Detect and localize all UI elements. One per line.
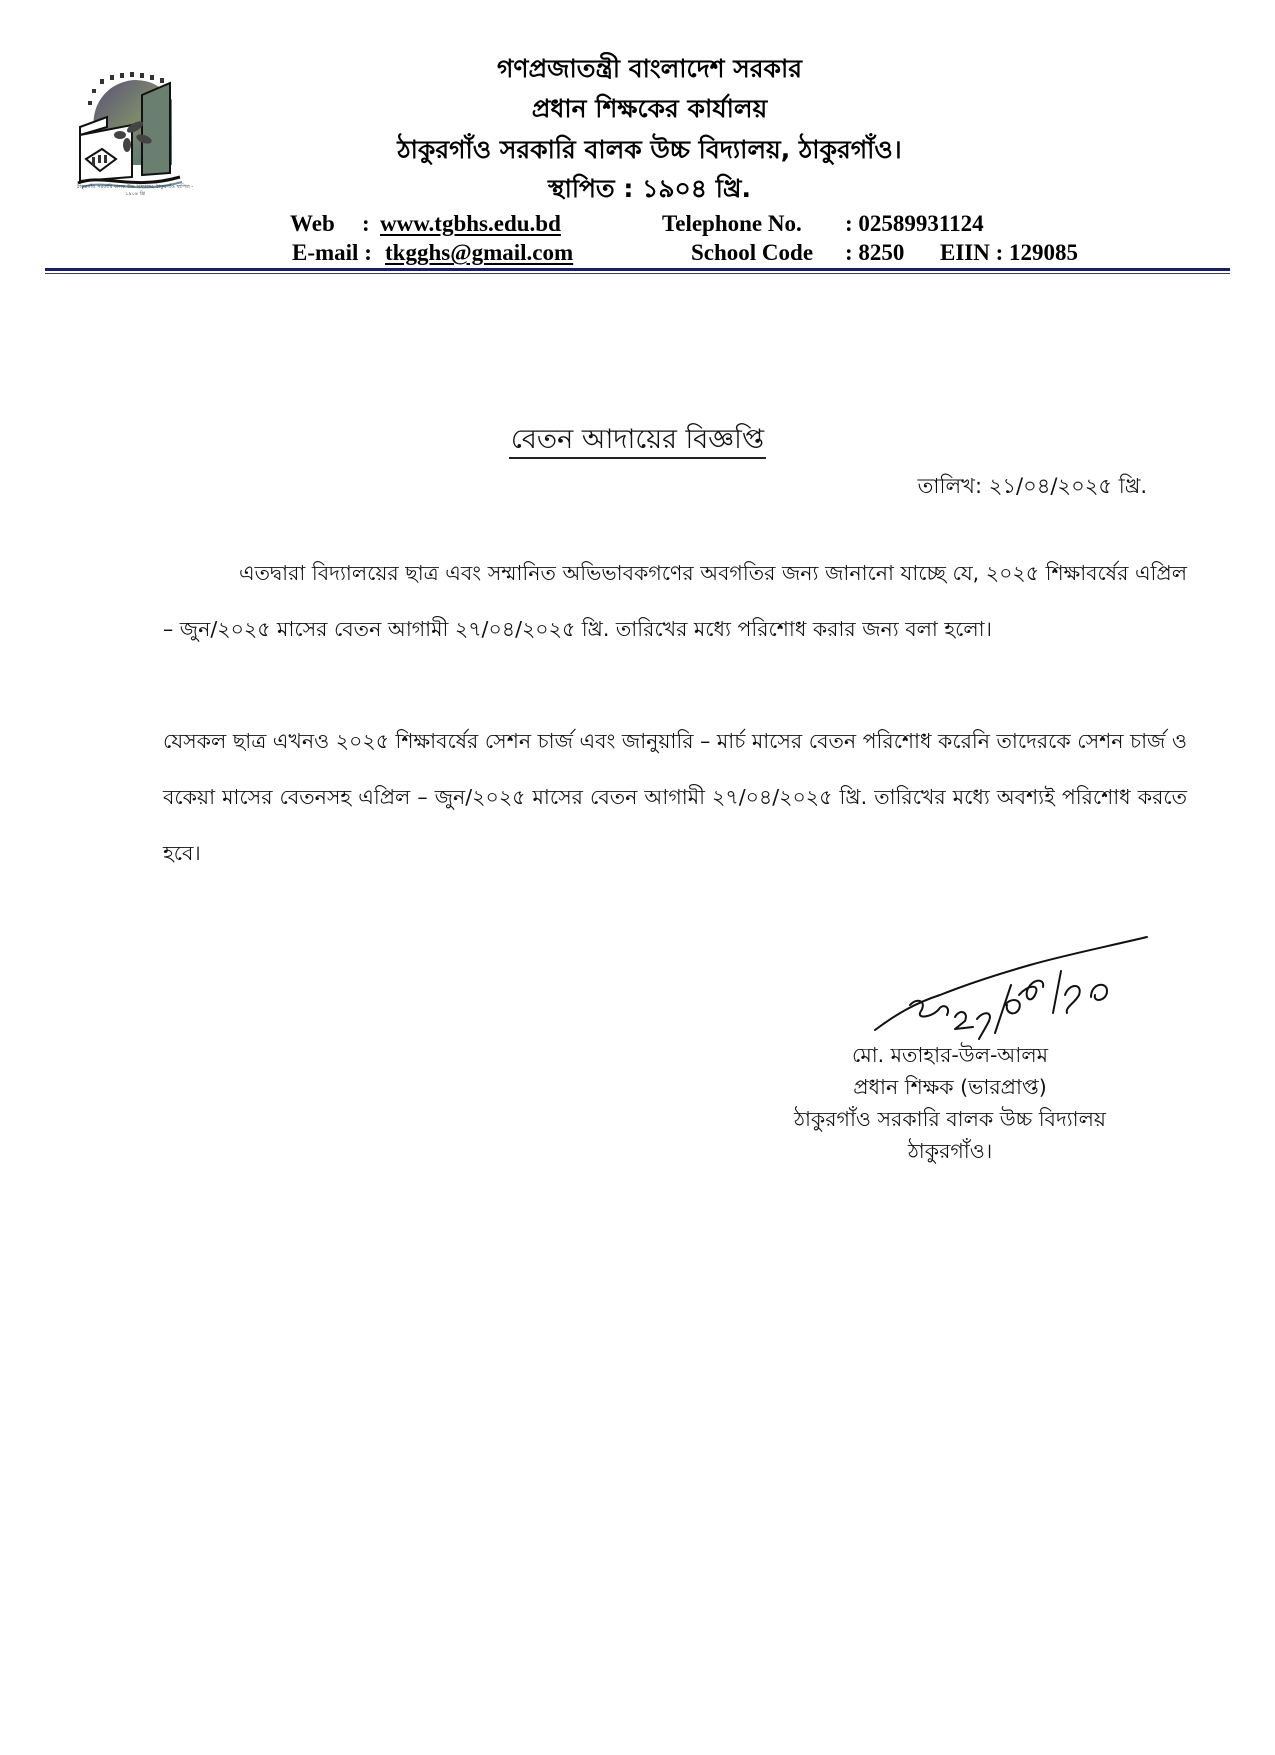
email-link-text[interactable]: tkgghs@gmail.com	[385, 240, 574, 265]
signatory-name: মো. মতাহার-উল-আলম	[852, 1043, 1048, 1067]
telephone-value: : 02589931124	[845, 211, 984, 236]
notice-title-text: বেতন আদায়ের বিজ্ঞপ্তি	[509, 424, 766, 459]
signatory-city: ঠাকুরগাঁও।	[907, 1139, 993, 1163]
web-label: Web	[290, 211, 335, 236]
notice-date: তালিখ: ২১/০৪/২০২৫ খ্রি.	[917, 474, 1147, 498]
website-link[interactable]	[380, 211, 561, 237]
telephone-label: Telephone No.	[662, 211, 802, 236]
web-colon: :	[362, 211, 370, 236]
email-label: E-mail :	[292, 240, 372, 265]
email-link[interactable]	[385, 240, 573, 266]
notice-paragraph: যেসকল ছাত্র এখনও ২০২৫ শিক্ষাবর্ষের সেশন চার্জ এবং জানুয়ারি – মার্চ মাসের বেতন পরিশোধ করেনি তাদেরকে সেশন চার্জ ও বকেয়া মাসের বেতনসহ এপ্রিল – জুন/২০২৫ মাসের বেতন আগামী ২৭/০৪/২০২৫ খ্রি. তারিখের মধ্যে অবশ্যই পরিশোধ করতে হবে।	[163, 729, 1187, 865]
header-divider-thin	[45, 273, 1230, 274]
eiin-value: EIIN : 129085	[940, 240, 1079, 265]
logo-caption: ঠাকুরগাঁও সরকারি বালক উচ্চ বিদ্যালয়, ঠাকুরগাঁও স্থাপিত - ১৯০৪ খ্রি	[76, 184, 194, 197]
notice-title	[0, 420, 1275, 460]
signatory-school: ঠাকুরগাঁও সরকারি বালক উচ্চ বিদ্যালয়	[794, 1107, 1106, 1131]
government-heading: গণপ্রজাতন্ত্রী বাংলাদেশ সরকার	[497, 54, 802, 83]
handwritten-signature-icon	[855, 925, 1155, 1045]
established-line: স্থাপিত : ১৯০৪ খ্রি.	[548, 174, 751, 203]
school-code-label: School Code	[691, 240, 814, 265]
school-name-heading: ঠাকুরগাঁও সরকারি বালক উচ্চ বিদ্যালয়, ঠাকুরগাঁও।	[397, 135, 902, 164]
office-heading: প্রধান শিক্ষকের কার্যালয়	[531, 94, 768, 123]
signatory-designation: প্রধান শিক্ষক (ভারপ্রাপ্ত)	[853, 1075, 1047, 1099]
website-link-text[interactable]: www.tgbhs.edu.bd	[380, 211, 561, 236]
notice-paragraph: এতদ্বারা বিদ্যালয়ের ছাত্র এবং সম্মানিত অভিভাবকগণের অবগতির জন্য জানানো যাচ্ছে যে, ২০২৫ শিক্ষাবর্ষের এপ্রিল – জুন/২০২৫ মাসের বেতন আগামী ২৭/০৪/২০২৫ খ্রি. তারিখের মধ্যে পরিশোধ করার জন্য বলা হলো।	[163, 561, 1187, 641]
header-divider	[45, 268, 1230, 271]
school-code-value: : 8250	[845, 240, 905, 265]
